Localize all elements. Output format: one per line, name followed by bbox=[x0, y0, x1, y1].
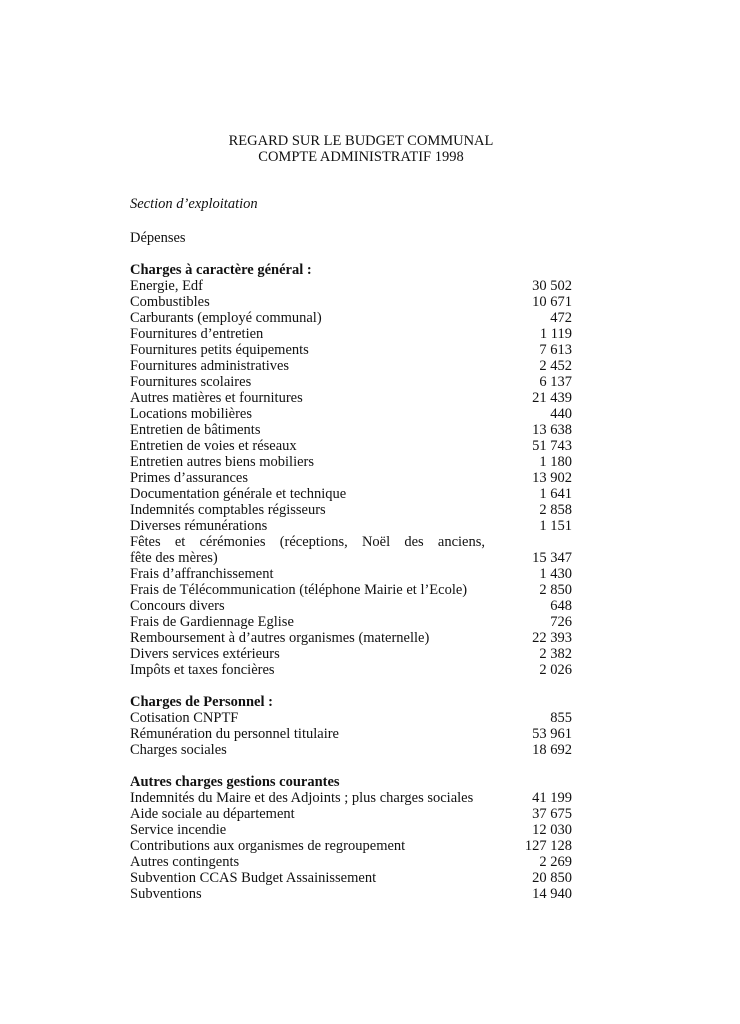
subsection-title: Dépenses bbox=[130, 230, 186, 246]
expense-label: Energie, Edf bbox=[130, 278, 204, 294]
expense-row bbox=[130, 470, 572, 486]
expense-amount: 472 bbox=[550, 310, 572, 326]
expense-row bbox=[130, 374, 572, 390]
expense-label: Indemnités comptables régisseurs bbox=[130, 502, 326, 518]
expense-label: Service incendie bbox=[130, 822, 227, 838]
expense-amount: 20 850 bbox=[532, 870, 572, 886]
expense-label: Documentation générale et technique bbox=[130, 486, 347, 502]
expense-amount: 30 502 bbox=[532, 278, 572, 294]
expense-row bbox=[130, 854, 572, 870]
expense-row bbox=[130, 726, 572, 742]
expense-amount: 21 439 bbox=[532, 390, 572, 406]
group-title: Charges de Personnel : bbox=[130, 694, 273, 710]
expense-row bbox=[130, 278, 572, 294]
expense-row bbox=[130, 646, 572, 662]
expense-label: Concours divers bbox=[130, 598, 225, 614]
expense-amount: 2 382 bbox=[539, 646, 572, 662]
expense-row bbox=[130, 822, 572, 838]
expense-label: Cotisation CNPTF bbox=[130, 710, 239, 726]
expense-row bbox=[130, 582, 572, 598]
expense-row bbox=[130, 630, 572, 646]
expense-label: Subvention CCAS Budget Assainissement bbox=[130, 870, 377, 886]
expense-label: Fournitures scolaires bbox=[130, 374, 252, 390]
expense-row bbox=[130, 790, 572, 806]
expense-label: Carburants (employé communal) bbox=[130, 310, 322, 326]
expense-row bbox=[130, 534, 572, 566]
expense-amount: 855 bbox=[550, 710, 572, 726]
expense-group bbox=[130, 694, 572, 758]
expense-label-line-1: Fêtes et cérémonies (réceptions, Noël des anciens, bbox=[130, 534, 485, 550]
expense-amount: 12 030 bbox=[532, 822, 572, 838]
expense-label: Frais d’affranchissement bbox=[130, 566, 274, 582]
expense-label: Indemnités du Maire et des Adjoints ; plus charges sociales bbox=[130, 790, 474, 806]
expense-label: Locations mobilières bbox=[130, 406, 253, 422]
expense-row bbox=[130, 662, 572, 678]
expense-row bbox=[130, 566, 572, 582]
expense-amount: 18 692 bbox=[532, 742, 572, 758]
expense-row bbox=[130, 326, 572, 342]
expense-row bbox=[130, 838, 572, 854]
header-title-line-2: COMPTE ADMINISTRATIF 1998 bbox=[258, 149, 464, 165]
expense-amount: 2 850 bbox=[539, 582, 572, 598]
expense-amount: 41 199 bbox=[532, 790, 572, 806]
expense-amount: 14 940 bbox=[532, 886, 572, 902]
expense-row bbox=[130, 358, 572, 374]
expense-label: Divers services extérieurs bbox=[130, 646, 280, 662]
expense-label: Fournitures petits équipements bbox=[130, 342, 309, 358]
expense-row bbox=[130, 710, 572, 726]
expense-label: Frais de Télécommunication (téléphone Mairie et l’Ecole) bbox=[130, 582, 468, 598]
expense-label: Combustibles bbox=[130, 294, 210, 310]
section-title: Section d’exploitation bbox=[130, 196, 258, 212]
expense-row bbox=[130, 614, 572, 630]
expense-amount: 51 743 bbox=[532, 438, 572, 454]
expense-label-line-2: fête des mères) bbox=[130, 550, 218, 566]
expense-label: Frais de Gardiennage Eglise bbox=[130, 614, 294, 630]
expense-row bbox=[130, 886, 572, 902]
expense-label: Charges sociales bbox=[130, 742, 227, 758]
expense-amount: 648 bbox=[550, 598, 572, 614]
expense-label: Remboursement à d’autres organismes (maternelle) bbox=[130, 630, 430, 646]
expense-amount: 726 bbox=[550, 614, 572, 630]
expense-amount: 7 613 bbox=[539, 342, 572, 358]
expense-group bbox=[130, 774, 572, 902]
expense-amount: 6 137 bbox=[539, 374, 572, 390]
expense-label: Entretien de voies et réseaux bbox=[130, 438, 297, 454]
expense-label: Aide sociale au département bbox=[130, 806, 295, 822]
expense-row bbox=[130, 742, 572, 758]
expense-row bbox=[130, 502, 572, 518]
expense-label: Entretien autres biens mobiliers bbox=[130, 454, 315, 470]
expense-amount: 37 675 bbox=[532, 806, 572, 822]
header-title-line-1: REGARD SUR LE BUDGET COMMUNAL bbox=[228, 133, 494, 149]
expense-label: Fournitures d’entretien bbox=[130, 326, 264, 342]
expense-amount: 13 638 bbox=[532, 422, 572, 438]
expense-label: Autres contingents bbox=[130, 854, 240, 870]
expense-row bbox=[130, 518, 572, 534]
expense-groups bbox=[130, 262, 572, 918]
expense-label: Fournitures administratives bbox=[130, 358, 290, 374]
expense-amount: 2 269 bbox=[539, 854, 572, 870]
expense-amount: 13 902 bbox=[532, 470, 572, 486]
expense-label: Primes d’assurances bbox=[130, 470, 248, 486]
expense-row bbox=[130, 422, 572, 438]
expense-amount: 2 858 bbox=[539, 502, 572, 518]
group-title: Charges à caractère général : bbox=[130, 262, 312, 278]
expense-row bbox=[130, 294, 572, 310]
expense-amount: 2 452 bbox=[539, 358, 572, 374]
expense-row bbox=[130, 390, 572, 406]
expense-label: Subventions bbox=[130, 886, 202, 902]
expense-row bbox=[130, 342, 572, 358]
expense-amount: 10 671 bbox=[532, 294, 572, 310]
document-header bbox=[0, 133, 722, 165]
expense-row bbox=[130, 454, 572, 470]
group-title: Autres charges gestions courantes bbox=[130, 774, 340, 790]
expense-amount: 1 151 bbox=[539, 518, 572, 534]
expense-amount: 1 180 bbox=[539, 454, 572, 470]
expense-group bbox=[130, 262, 572, 678]
expense-label: Contributions aux organismes de regroupement bbox=[130, 838, 406, 854]
expense-row bbox=[130, 806, 572, 822]
expense-label: Autres matières et fournitures bbox=[130, 390, 303, 406]
expense-amount: 440 bbox=[550, 406, 572, 422]
expense-label: Impôts et taxes foncières bbox=[130, 662, 275, 678]
expense-amount: 22 393 bbox=[532, 630, 572, 646]
expense-amount: 15 347 bbox=[532, 550, 572, 566]
expense-amount: 127 128 bbox=[524, 838, 572, 854]
expense-amount: 2 026 bbox=[539, 662, 572, 678]
expense-amount: 1 430 bbox=[539, 566, 572, 582]
expense-amount: 53 961 bbox=[532, 726, 572, 742]
expense-amount: 1 119 bbox=[539, 326, 572, 342]
expense-row bbox=[130, 486, 572, 502]
expense-row bbox=[130, 438, 572, 454]
expense-row bbox=[130, 406, 572, 422]
expense-label: Rémunération du personnel titulaire bbox=[130, 726, 339, 742]
expense-row bbox=[130, 870, 572, 886]
expense-label: Diverses rémunérations bbox=[130, 518, 268, 534]
expense-row bbox=[130, 310, 572, 326]
expense-amount: 1 641 bbox=[539, 486, 572, 502]
expense-label: Entretien de bâtiments bbox=[130, 422, 261, 438]
expense-label bbox=[130, 534, 485, 566]
expense-row bbox=[130, 598, 572, 614]
